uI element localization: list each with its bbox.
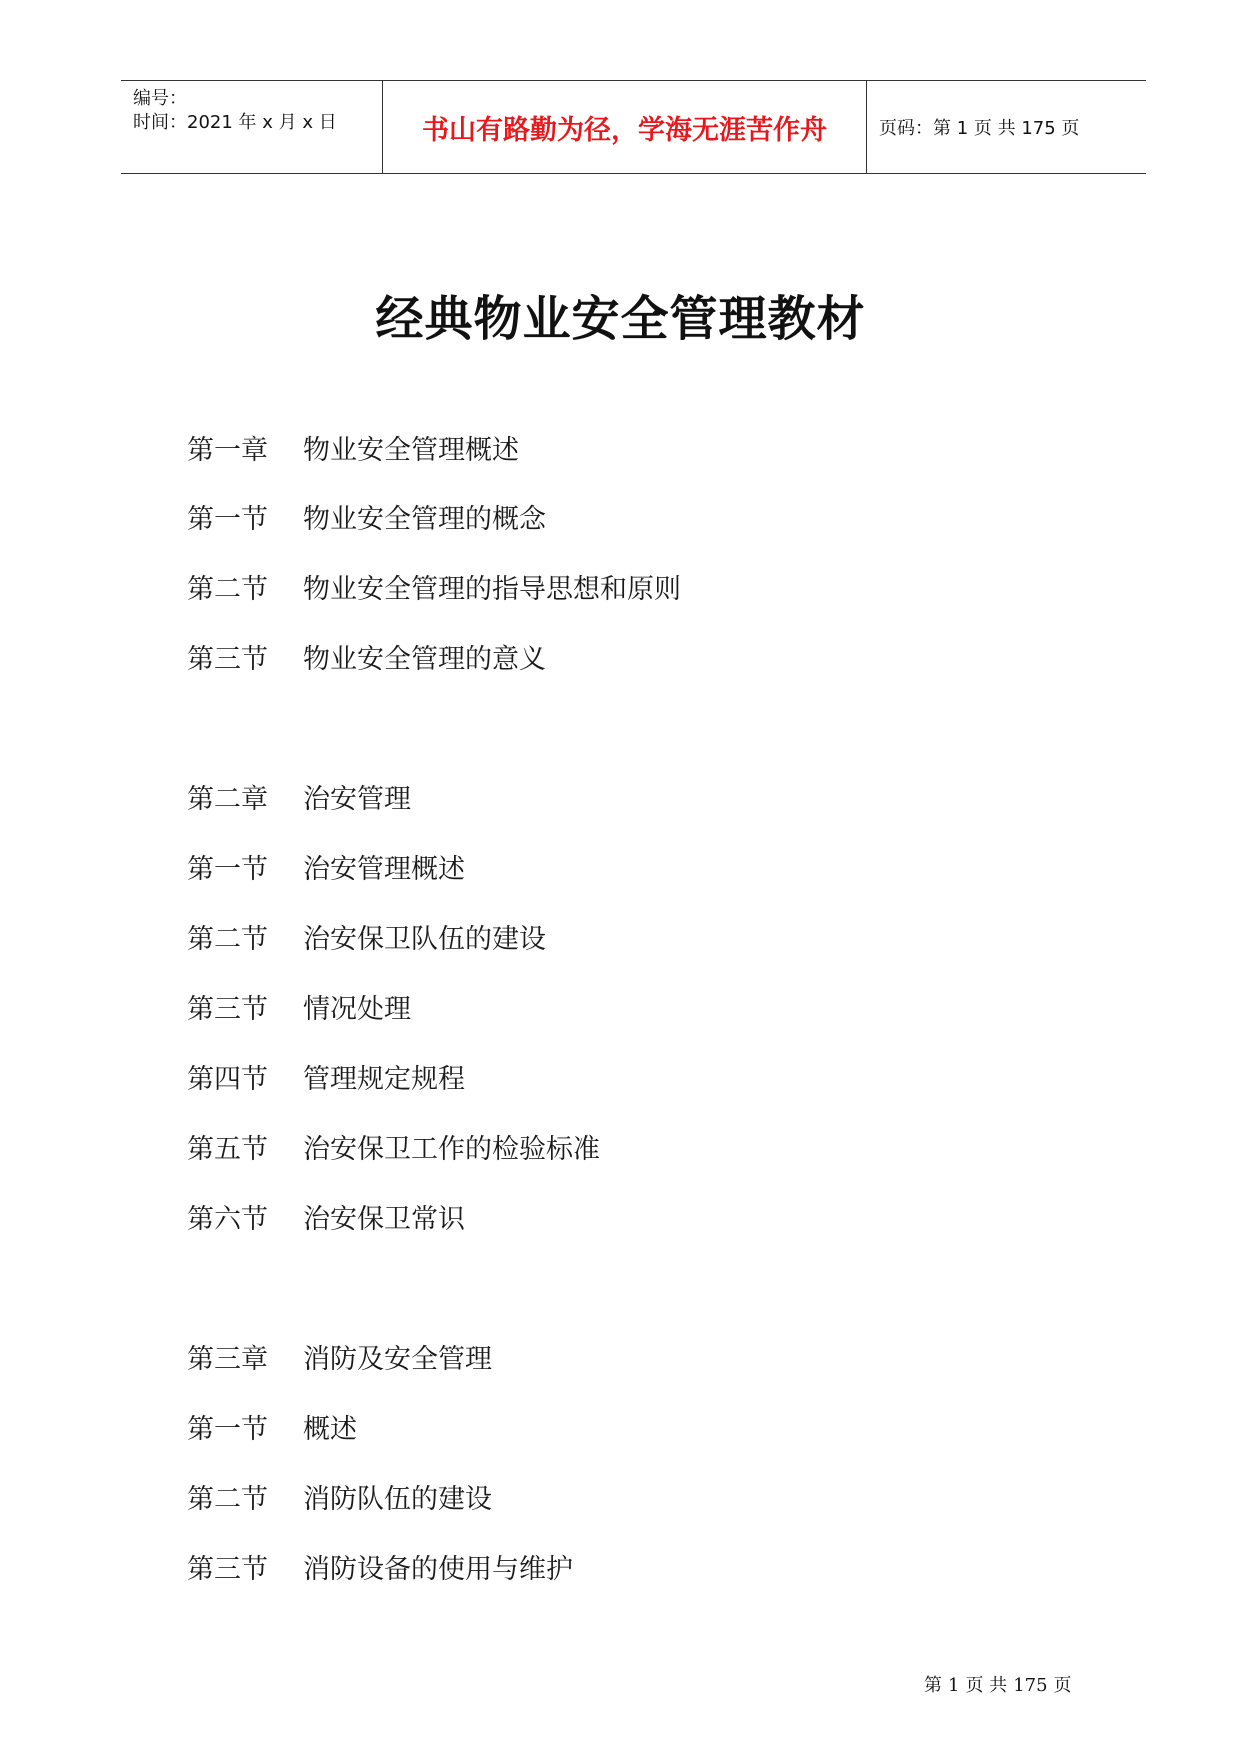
header-page-info: 页码：第 1 页 共 175 页 (879, 118, 1080, 139)
toc-entry-label: 第四节 (187, 1064, 268, 1095)
toc-entry-text: 治安保卫工作的检验标准 (303, 1134, 600, 1165)
toc-entry (187, 1477, 492, 1516)
toc-entry (187, 987, 411, 1026)
toc-entry (187, 1127, 600, 1166)
toc-entry (187, 497, 546, 536)
toc-entry-text: 情况处理 (303, 994, 411, 1025)
toc-entry-label: 第一章 (187, 435, 268, 466)
page-footer (924, 1671, 1078, 1697)
time-label: 时间：2021 年 x 月 x 日 (133, 112, 337, 133)
toc-entry-label: 第三节 (187, 644, 268, 675)
toc-entry (187, 1197, 465, 1236)
toc-entry-text: 管理规定规程 (303, 1064, 465, 1095)
document-title: 经典物业安全管理教材 (375, 291, 866, 347)
footer-suffix: 页 (1053, 1675, 1072, 1696)
footer-total-pages: 175 (1013, 1675, 1048, 1696)
toc-entry (187, 567, 681, 606)
toc-entry-label: 第一节 (187, 504, 268, 535)
header-motto: 书山有路勤为径，学海无涯苦作舟 (383, 81, 867, 173)
toc-entry (187, 1057, 465, 1096)
toc-entry (187, 917, 546, 956)
toc-entry-text: 治安管理 (303, 784, 411, 815)
toc-entry-text: 消防设备的使用与维护 (303, 1554, 573, 1585)
toc-entry-text: 消防队伍的建设 (303, 1484, 492, 1515)
footer-mid: 页 共 (965, 1675, 1008, 1696)
toc-entry-text: 治安保卫队伍的建设 (303, 924, 546, 955)
toc-entry-label: 第三章 (187, 1344, 268, 1375)
toc-entry-text: 治安保卫常识 (303, 1204, 465, 1235)
toc-entry (187, 1547, 573, 1586)
toc-entry (187, 428, 519, 467)
toc-entry (187, 1337, 492, 1376)
footer-prefix: 第 (924, 1675, 942, 1696)
toc-entry-label: 第五节 (187, 1134, 268, 1165)
toc-entry-text: 物业安全管理的意义 (303, 644, 546, 675)
toc-entry-text: 概述 (303, 1414, 357, 1445)
footer-page-number: 1 (948, 1675, 960, 1696)
toc-entry-label: 第三节 (187, 994, 268, 1025)
toc-entry-text: 物业安全管理的指导思想和原则 (303, 574, 681, 605)
toc-entry (187, 637, 546, 676)
toc-entry (187, 1407, 357, 1446)
toc-entry-label: 第二节 (187, 574, 268, 605)
toc-entry (187, 847, 465, 886)
toc-entry-label: 第一节 (187, 1414, 268, 1445)
toc-entry-label: 第三节 (187, 1554, 268, 1585)
toc-entry-text: 物业安全管理的概念 (303, 504, 546, 535)
toc-entry-label: 第一节 (187, 854, 268, 885)
number-label: 编号： (133, 88, 187, 109)
toc-entry-label: 第二章 (187, 784, 268, 815)
toc-entry-label: 第六节 (187, 1204, 268, 1235)
toc-entry-text: 治安管理概述 (303, 854, 465, 885)
toc-entry (187, 777, 411, 816)
toc-entry-label: 第二节 (187, 1484, 268, 1515)
toc-entry-text: 消防及安全管理 (303, 1344, 492, 1375)
header-meta (121, 81, 383, 173)
toc-entry-text: 物业安全管理概述 (303, 435, 519, 466)
toc-entry-label: 第二节 (187, 924, 268, 955)
page-header (121, 80, 1146, 174)
